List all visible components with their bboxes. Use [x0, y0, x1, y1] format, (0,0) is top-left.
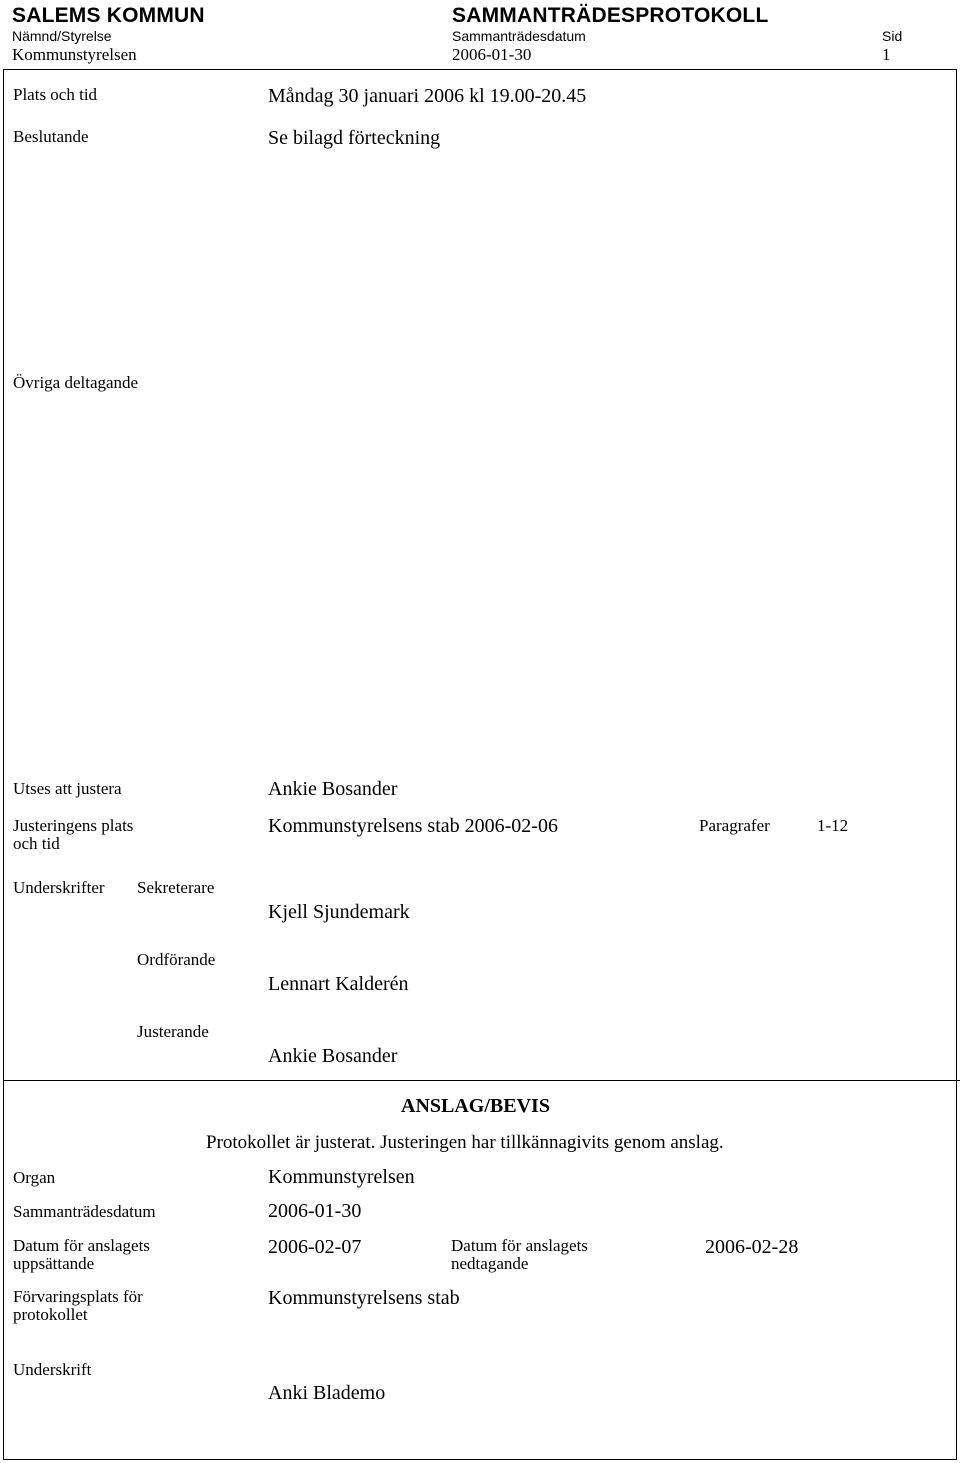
adjust-place-label-line1: Justeringens plats	[13, 816, 134, 835]
adjust-place-label-line2: och tid	[13, 834, 60, 853]
page-number: 1	[882, 45, 891, 64]
notice-title: ANSLAG/BEVIS	[401, 1095, 550, 1117]
removed-label-line1: Datum för anslagets	[451, 1236, 588, 1255]
place-value: Måndag 30 januari 2006 kl 19.00-20.45	[268, 85, 587, 107]
storage-label-line1: Förvaringsplats för	[13, 1287, 143, 1306]
storage-value: Kommunstyrelsens stab	[268, 1287, 460, 1309]
place-label: Plats och tid	[13, 85, 98, 104]
paragraphs-value: 1-12	[817, 816, 849, 835]
chair-label: Ordförande	[137, 950, 216, 969]
storage-label-line2: protokollet	[13, 1305, 88, 1324]
adjust-value: Ankie Bosander	[268, 778, 398, 800]
page-label: Sid	[882, 28, 903, 44]
meeting-date-label: Sammanträdesdatum	[452, 28, 586, 44]
deciders-value: Se bilagd förteckning	[268, 127, 441, 149]
deciders-label: Beslutande	[13, 127, 89, 146]
posted-label-line1: Datum för anslagets	[13, 1236, 150, 1255]
section-divider	[3, 1080, 960, 1081]
adjust-place-label	[13, 817, 133, 853]
chair-name: Lennart Kalderén	[268, 973, 409, 995]
adjuster-name: Ankie Bosander	[268, 1045, 398, 1067]
committee-value: Kommunstyrelsen	[12, 45, 137, 64]
removed-value: 2006-02-28	[705, 1236, 799, 1258]
meeting-date-value: 2006-01-30	[452, 45, 532, 64]
signatures-label: Underskrifter	[13, 878, 105, 897]
notice-date-label: Sammanträdesdatum	[13, 1202, 156, 1221]
notice-date-value: 2006-01-30	[268, 1200, 362, 1222]
removed-label	[451, 1237, 588, 1273]
paragraphs-label: Paragrafer	[699, 816, 770, 835]
adjust-label: Utses att justera	[13, 779, 122, 798]
signature-label: Underskrift	[13, 1360, 92, 1379]
others-label: Övriga deltagande	[13, 373, 139, 392]
organ-label: Organ	[13, 1168, 56, 1187]
adjuster-label: Justerande	[137, 1022, 209, 1041]
posted-label	[13, 1237, 150, 1273]
removed-label-line2: nedtagande	[451, 1254, 529, 1273]
committee-label: Nämnd/Styrelse	[12, 28, 112, 44]
secretary-name: Kjell Sjundemark	[268, 901, 410, 923]
storage-label	[13, 1288, 143, 1324]
org-name: SALEMS KOMMUN	[12, 4, 205, 27]
posted-value: 2006-02-07	[268, 1236, 362, 1258]
posted-label-line2: uppsättande	[13, 1254, 95, 1273]
organ-value: Kommunstyrelsen	[268, 1166, 415, 1188]
signature-name: Anki Blademo	[268, 1382, 386, 1404]
document-type: SAMMANTRÄDESPROTOKOLL	[452, 4, 769, 27]
notice-statement: Protokollet är justerat. Justeringen har tillkännagivits genom anslag.	[206, 1132, 724, 1153]
secretary-label: Sekreterare	[137, 878, 215, 897]
adjust-place-value: Kommunstyrelsens stab 2006-02-06	[268, 815, 558, 837]
